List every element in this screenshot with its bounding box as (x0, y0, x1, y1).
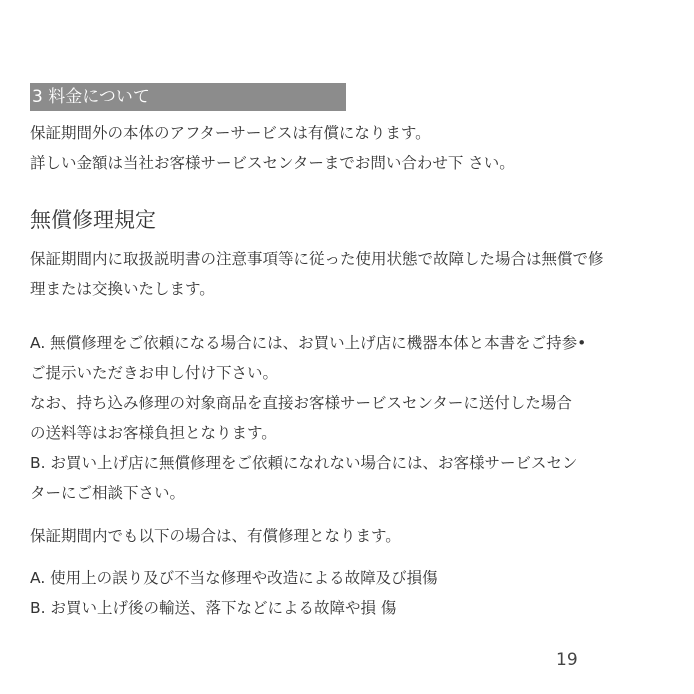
rule-line-1: A. 無償修理をご依頼になる場合には、お買い上げ店に機器本体と本書をご持参• (30, 334, 587, 352)
free-repair-intro (30, 244, 670, 304)
free-repair-rules (30, 328, 670, 508)
section-header-fees: 3 料金について (30, 83, 346, 111)
paid-repair-intro (30, 521, 670, 551)
rule-line-5: B. お買い上げ店に無償修理をご依頼になれない場合には、お客様サービスセン (30, 454, 578, 472)
rule-line-6: ターにご相談下さい。 (30, 484, 186, 502)
paid-intro-line: 保証期間内でも以下の場合は、有償修理となります。 (30, 527, 401, 545)
paid-case-a: A. 使用上の誤り及び不当な修理や改造による故障及び損傷 (30, 569, 438, 587)
intro-line-1: 保証期間内に取扱説明書の注意事項等に従った使用状態で故障した場合は無償で修 (30, 250, 604, 268)
fees-line-1: 保証期間外の本体のアフターサービスは有償になります。 (30, 124, 431, 142)
paid-case-b: B. お買い上げ後の輸送、落下などによる故障や損 傷 (30, 599, 397, 617)
rule-line-3: なお、持ち込み修理の対象商品を直接お客様サービスセンターに送付した場合 (30, 394, 572, 412)
fees-line-2: 詳しい金額は当社お客様サービスセンターまでお問い合わせ下 さい。 (30, 154, 515, 172)
fees-paragraph (30, 118, 670, 178)
paid-repair-cases (30, 563, 670, 623)
page-number: 19 (556, 650, 578, 670)
free-repair-heading: 無償修理規定 (30, 208, 156, 232)
rule-line-2: ご提示いただきお申し付け下さい。 (30, 364, 279, 382)
intro-line-2: 理または交換いたします。 (30, 280, 215, 298)
rule-line-4: の送料等はお客様負担となります。 (30, 424, 277, 442)
